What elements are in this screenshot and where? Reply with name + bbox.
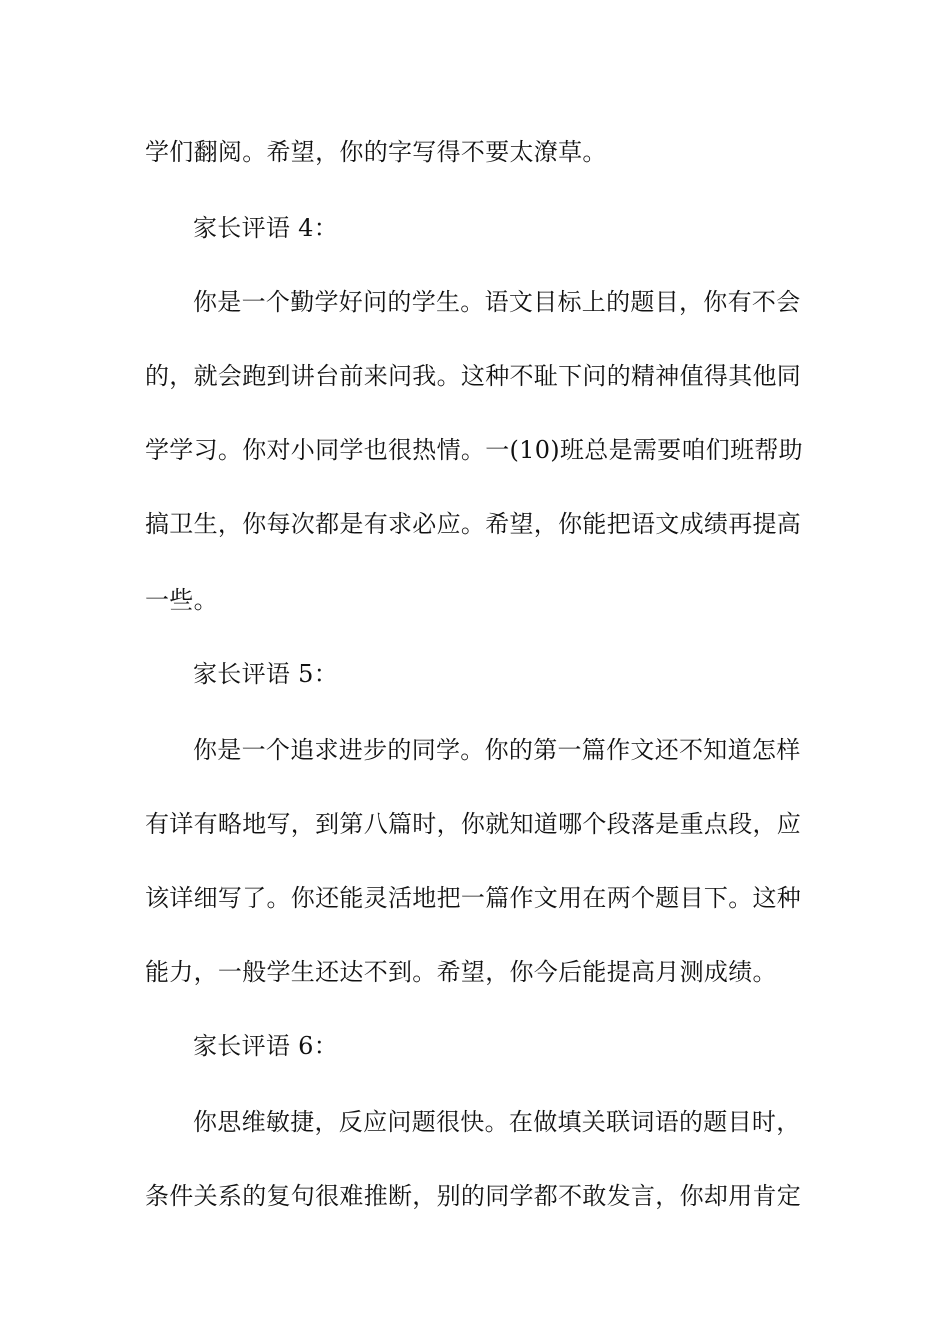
paragraph-line: 该详细写了。你还能灵活地把一篇作文用在两个题目下。这种	[145, 884, 802, 912]
paragraph-line: 你是一个勤学好问的学生。语文目标上的题目，你有不会	[193, 288, 801, 316]
paragraph-line: 学学习。你对小同学也很热情。一(10)班总是需要咱们班帮助	[145, 436, 803, 464]
paragraph-line: 学们翻阅。希望，你的字写得不要太潦草。	[145, 138, 607, 166]
paragraph-line: 的，就会跑到讲台前来问我。这种不耻下问的精神值得其他同	[145, 362, 802, 390]
paragraph-line: 你思维敏捷，反应问题很快。在做填关联词语的题目时，	[193, 1108, 801, 1136]
paragraph-line: 条件关系的复句很难推断，别的同学都不敢发言，你却用肯定	[145, 1182, 802, 1210]
section-heading: 家长评语 5：	[193, 660, 338, 688]
paragraph-line: 一些。	[145, 586, 218, 614]
paragraph-line: 能力，一般学生还达不到。希望，你今后能提高月测成绩。	[145, 958, 777, 986]
section-heading: 家长评语 6：	[193, 1032, 338, 1060]
section-heading: 家长评语 4：	[193, 214, 338, 242]
paragraph-line: 有详有略地写，到第八篇时，你就知道哪个段落是重点段，应	[145, 810, 802, 838]
paragraph-line: 搞卫生，你每次都是有求必应。希望，你能把语文成绩再提高	[145, 510, 802, 538]
paragraph-line: 你是一个追求进步的同学。你的第一篇作文还不知道怎样	[193, 736, 801, 764]
